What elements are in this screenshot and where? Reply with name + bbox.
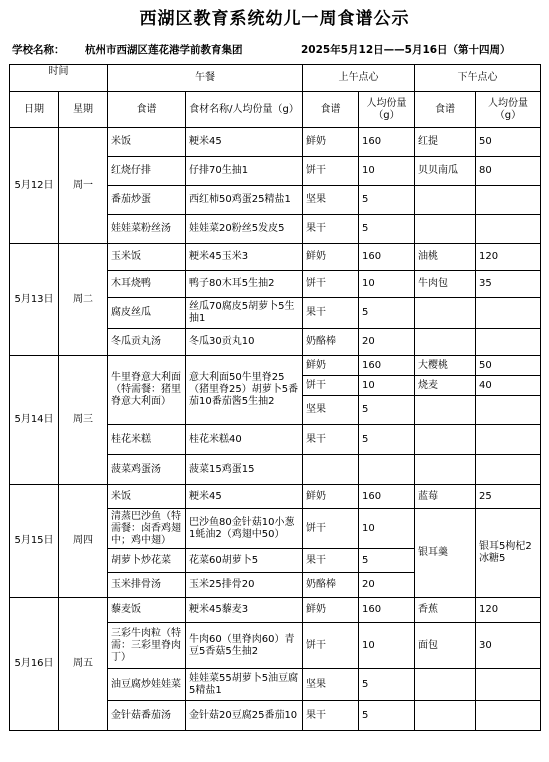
am-recipe-header: 食谱 [303,92,359,128]
am-qty-cell: 5 [359,215,415,244]
recipe-cell: 米饭 [108,128,186,157]
pm-food-cell: 油桃 [415,244,476,271]
ingredients-cell: 仔排70生抽1 [186,157,303,186]
pm-food-cell [415,701,476,731]
weekday-cell: 周二 [59,244,108,356]
pm-food-cell [415,298,476,329]
pm-food-cell [415,215,476,244]
pm-food-cell: 银耳羹 [415,509,476,598]
am-food-cell: 饼干 [303,271,359,298]
ingredients-cell: 牛肉60（里脊肉60）青豆5香菇5生抽2 [186,623,303,669]
pm-food-cell [415,396,476,425]
am-qty-cell: 20 [359,573,415,598]
pm-qty-cell [476,669,541,701]
pm-food-cell [415,186,476,215]
lunch-header: 午餐 [108,65,303,92]
page-title: 西湖区教育系统幼儿一周食谱公示 [139,9,410,29]
am-food-cell: 鲜奶 [303,128,359,157]
weekday-cell: 周四 [59,485,108,598]
ingredients-cell: 娃娃菜55胡萝卜5油豆腐5精盐1 [186,669,303,701]
am-food-cell: 奶酪棒 [303,573,359,598]
recipe-cell: 桂花米糕 [108,425,186,455]
pm-qty-cell: 120 [476,244,541,271]
pm-qty-cell [476,425,541,455]
am-qty-cell: 10 [359,157,415,186]
pm-food-cell [415,669,476,701]
am-food-cell: 鲜奶 [303,356,359,376]
pm-qty-cell [476,215,541,244]
am-qty-cell: 10 [359,271,415,298]
date-cell: 5月14日 [10,356,59,485]
am-qty-cell: 10 [359,623,415,669]
am-food-cell: 饼干 [303,376,359,396]
date-cell: 5月13日 [10,244,59,356]
weekday-header: 星期 [59,92,108,128]
am-food-cell [303,455,359,485]
date-cell: 5月16日 [10,598,59,731]
am-food-cell: 饼干 [303,509,359,549]
table-row [10,598,541,623]
am-qty-cell: 160 [359,244,415,271]
recipe-cell: 藜麦饭 [108,598,186,623]
am-food-cell: 坚果 [303,186,359,215]
table-row [10,485,541,509]
recipe-cell: 木耳烧鸭 [108,271,186,298]
pm-food-cell: 面包 [415,623,476,669]
ingredients-cell: 粳米45 [186,128,303,157]
weekday-cell: 周一 [59,128,108,244]
pm-recipe-header: 食谱 [415,92,476,128]
am-food-cell: 鲜奶 [303,244,359,271]
menu-table [9,64,541,731]
am-qty-cell: 5 [359,701,415,731]
recipe-cell: 娃娃菜粉丝汤 [108,215,186,244]
am-qty-cell: 5 [359,669,415,701]
school-name: 杭州市西湖区莲花港学前教育集团 [85,44,243,56]
pm-qty-cell: 50 [476,128,541,157]
am-qty-cell: 5 [359,425,415,455]
pm-qty-header: 人均份量（g） [476,92,541,128]
ingredients-cell: 丝瓜70腐皮5胡萝卜5生抽1 [186,298,303,329]
am-food-cell: 鲜奶 [303,598,359,623]
table-row [10,244,541,271]
pm-qty-cell [476,396,541,425]
ingredients-cell: 粳米45 [186,485,303,509]
afternoon-snack-header: 下午点心 [415,65,541,92]
ingredients-cell: 娃娃菜20粉丝5发皮5 [186,215,303,244]
recipe-cell: 三彩牛肉粒（特需：三彩里脊肉丁） [108,623,186,669]
am-qty-cell: 5 [359,549,415,573]
date-range: 2025年5月12日——5月16日（第十四周） [301,44,511,56]
pm-qty-cell: 50 [476,356,541,376]
weekday-cell: 周五 [59,598,108,731]
am-qty-cell: 5 [359,396,415,425]
recipe-cell: 腐皮丝瓜 [108,298,186,329]
recipe-cell: 红烧仔排 [108,157,186,186]
pm-food-cell [415,329,476,356]
am-food-cell: 果干 [303,549,359,573]
pm-qty-cell: 25 [476,485,541,509]
recipe-cell: 胡萝卜炒花菜 [108,549,186,573]
recipe-cell: 冬瓜贡丸汤 [108,329,186,356]
morning-snack-header: 上午点心 [303,65,415,92]
pm-food-cell [415,455,476,485]
pm-food-cell: 烧麦 [415,376,476,396]
pm-qty-cell: 120 [476,598,541,623]
date-cell: 5月12日 [10,128,59,244]
am-food-cell: 果干 [303,298,359,329]
pm-qty-cell [476,186,541,215]
ingredients-cell: 巴沙鱼80金针菇10小葱1蚝油2（鸡翅中50） [186,509,303,549]
pm-qty-cell [476,701,541,731]
ingredients-cell: 冬瓜30贡丸10 [186,329,303,356]
ingredients-cell: 桂花米糕40 [186,425,303,455]
am-qty-cell: 20 [359,329,415,356]
ingredients-cell: 花菜60胡萝卜5 [186,549,303,573]
ingredients-cell: 意大利面50牛里脊25（猪里脊25）胡萝卜5番茄10番茄酱5生抽2 [186,356,303,425]
am-qty-cell: 160 [359,128,415,157]
am-qty-cell: 5 [359,186,415,215]
pm-food-cell: 香蕉 [415,598,476,623]
am-food-cell: 鲜奶 [303,485,359,509]
ingredients-cell: 鸭子80木耳5生抽2 [186,271,303,298]
recipe-cell: 玉米饭 [108,244,186,271]
recipe-cell: 菠菜鸡蛋汤 [108,455,186,485]
am-qty-cell: 5 [359,298,415,329]
recipe-cell: 玉米排骨汤 [108,573,186,598]
recipe-cell: 米饭 [108,485,186,509]
am-food-cell: 坚果 [303,669,359,701]
am-qty-cell: 10 [359,376,415,396]
pm-qty-cell: 银耳5枸杞2冰糖5 [476,509,541,598]
pm-food-cell: 牛肉包 [415,271,476,298]
table-row [10,128,541,157]
pm-food-cell [415,425,476,455]
table-row [10,356,541,376]
ingredients-cell: 玉米25排骨20 [186,573,303,598]
recipe-cell: 金针菇番茄汤 [108,701,186,731]
pm-qty-cell [476,298,541,329]
pm-food-cell: 大樱桃 [415,356,476,376]
am-food-cell: 果干 [303,701,359,731]
am-food-cell: 奶酪棒 [303,329,359,356]
ingredients-cell: 粳米45玉米3 [186,244,303,271]
pm-qty-cell: 35 [476,271,541,298]
lunch-recipe-header: 食谱 [108,92,186,128]
recipe-cell: 番茄炒蛋 [108,186,186,215]
am-qty-cell [359,455,415,485]
recipe-cell: 油豆腐炒娃娃菜 [108,669,186,701]
time-header: 时间 [10,65,108,92]
pm-food-cell: 红提 [415,128,476,157]
ingredients-cell: 粳米45藜麦3 [186,598,303,623]
am-qty-cell: 160 [359,598,415,623]
am-food-cell: 果干 [303,215,359,244]
pm-qty-cell: 30 [476,623,541,669]
pm-qty-cell: 80 [476,157,541,186]
am-food-cell: 饼干 [303,623,359,669]
weekday-cell: 周三 [59,356,108,485]
am-qty-cell: 160 [359,356,415,376]
am-food-cell: 果干 [303,425,359,455]
recipe-cell: 清蒸巴沙鱼（特需餐：卤香鸡翅中；鸡中翅） [108,509,186,549]
ingredients-header: 食材名称/人均份量（g） [186,92,303,128]
pm-food-cell: 贝贝南瓜 [415,157,476,186]
ingredients-cell: 西红柿50鸡蛋25精盐1 [186,186,303,215]
pm-qty-cell: 40 [476,376,541,396]
pm-qty-cell [476,329,541,356]
pm-qty-cell [476,455,541,485]
am-qty-cell: 160 [359,485,415,509]
am-food-cell: 坚果 [303,396,359,425]
date-cell: 5月15日 [10,485,59,598]
ingredients-cell: 金针菇20豆腐25番茄10 [186,701,303,731]
recipe-cell: 牛里脊意大利面（特需餐：猪里脊意大利面） [108,356,186,425]
date-header: 日期 [10,92,59,128]
ingredients-cell: 菠菜15鸡蛋15 [186,455,303,485]
pm-food-cell: 蓝莓 [415,485,476,509]
am-qty-cell: 10 [359,509,415,549]
am-qty-header: 人均份量（g） [359,92,415,128]
am-food-cell: 饼干 [303,157,359,186]
school-label: 学校名称： [12,44,65,56]
